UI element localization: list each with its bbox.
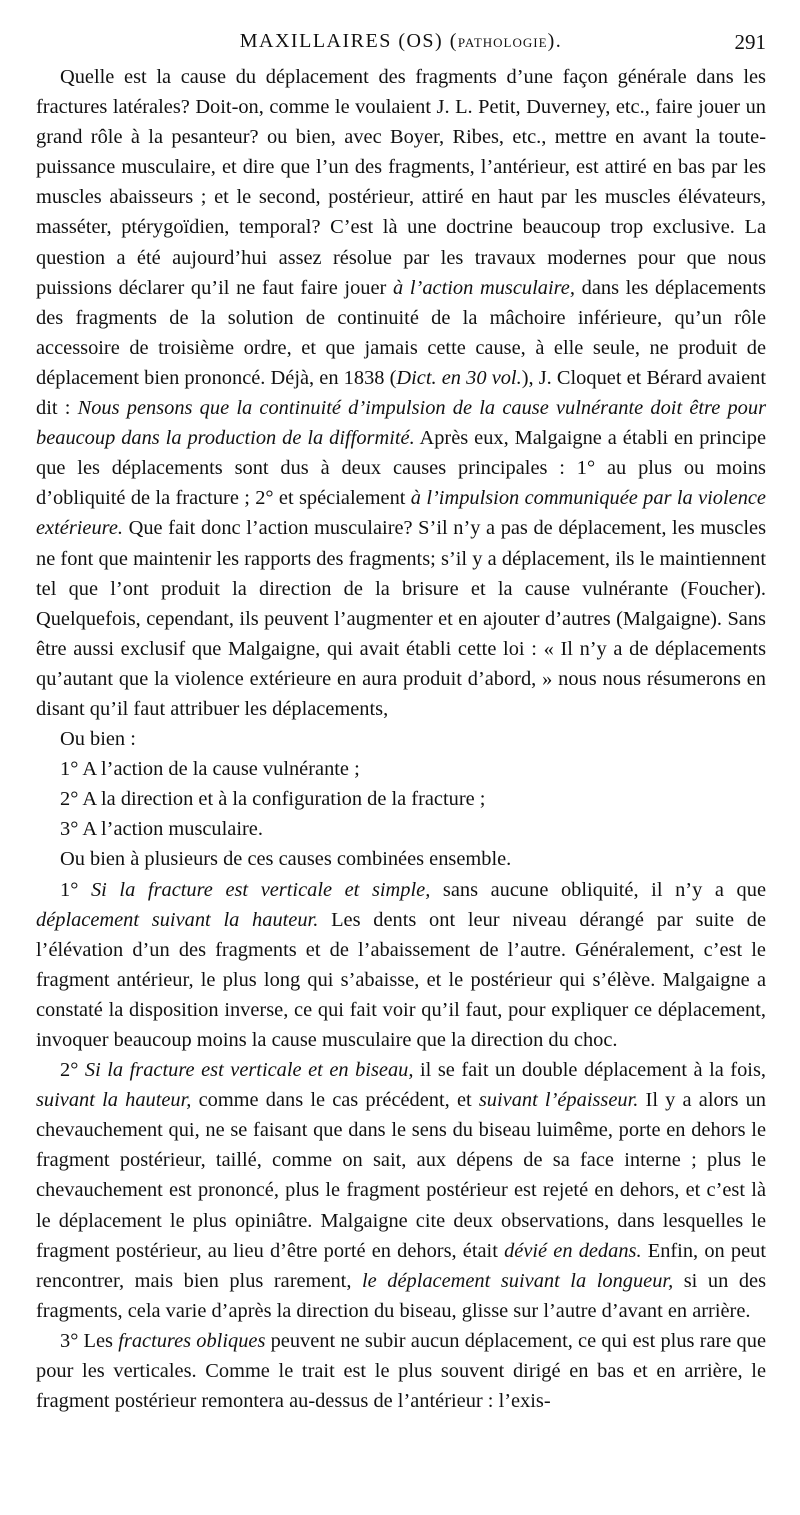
- title-main: MAXILLAIRES (OS) (: [239, 30, 458, 52]
- list-outro: Ou bien à plusieurs de ces causes combinées ensemble.: [60, 848, 512, 871]
- paragraph-causes: Quelle est la cause du déplacement des fragments d’une façon générale dans les fractures latérales? Doit-on, comme le voulaient J. L. Petit, Duverney, etc., faire jouer un grand rôle à la pesanteur? ou bien, avec Boyer, Ribes, etc., mettre en avant la toute-puissance musculaire, et dire que l’un des fragments, l’antérieur, est attiré en bas par les muscles abaisseurs ; et le second, postérieur, attiré en haut par les muscles élévateurs, masséter, ptérygoïdien, temporal? C’est là une doctrine beaucoup trop exclusive. La question a été aujourd’hui assez résolue par les travaux modernes pour que nous puissions déclarer qu’il ne faut faire jouer à l’action musculaire, dans les déplacements des fragments de la solution de continuité de la mâchoire inférieure, qu’un rôle accessoire de troisième ordre, et que jamais cette cause, à elle seule, ne produit de déplacement bien prononcé. Déjà, en 1838 (Dict. en 30 vol.), J. Cloquet et Bérard avaient dit : Nous pensons que la continuité d’impulsion de la cause vulnérante doit être pour beaucoup dans la production de la difformité. Après eux, Malgaigne a établi en principe que les déplacements sont dus à deux causes principales : 1° au plus ou moins d’obliquité de la fracture ; 2° et spécialement à l’impulsion communiquée par la violence extérieure. Que fait donc l’action musculaire? S’il n’y a pas de déplacement, les muscles ne font que maintenir les rapports des fragments; s’il y a déplacement, ils le maintiennent tel que l’ont produit la direction de la brisure et la cause vulnérante (Foucher). Quelquefois, cependant, ils peuvent l’augmenter et en ajouter d’autres (Malgaigne). Sans être aussi exclusif que Malgaigne, qui avait établi cette loi : « Il n’y a de déplacements qu’autant que la violence extérieure en aura produit d’abord, » nous nous résumerons en disant qu’il faut attribuer les déplacements,: [36, 66, 767, 720]
- list-item: 3° A l’action musculaire.: [60, 818, 263, 841]
- list-intro: Ou bien :: [60, 728, 136, 751]
- page-number: 291: [734, 30, 766, 54]
- paragraph-obliques: 3° Les fractures obliques peuvent ne subir aucun déplacement, ce qui est plus rare que pour les verticales. Comme le trait est le plus souvent dirigé en bas et en arrière, le fragment postérieur remontera au-dessus de l’antérieur : l’exis-: [36, 1329, 766, 1413]
- list-item: 1° A l’action de la cause vulnérante ;: [60, 758, 360, 781]
- paragraph-vertical-simple: 1° Si la fracture est verticale et simple, sans aucune obliquité, il n’y a que déplacement suivant la hauteur. Les dents ont leur niveau dérangé par suite de l’élévation d’un des fragments et de l’abaissement de l’autre. Généralement, c’est le fragment antérieur, le plus long qui s’abaisse, et le postérieur qui s’élève. Malgaigne a constaté la disposition inverse, ce qui fait voir qu’il faut, pour expliquer ce déplacement, invoquer beaucoup moins la cause musculaire que la direction du choc.: [36, 878, 766, 1051]
- body-text: [36, 62, 766, 1416]
- title-end: ).: [547, 30, 563, 52]
- paragraph-vertical-biseau: 2° Si la fracture est verticale et en biseau, il se fait un double déplacement à la fois, suivant la hauteur, comme dans le cas précédent, et suivant l’épaisseur. Il y a alors un chevauchement qui, ne se faisant que dans le sens du biseau luimême, porte en dehors le fragment postérieur, taillé, comme on sait, aux dépens de sa face interne ; plus le chevauchement est prononcé, plus le fragment postérieur est rejeté en dehors, et c’est là le déplacement le plus opiniâtre. Malgaigne cite deux observations, dans lesquelles le fragment postérieur, au lieu d’être porté en dehors, était dévié en dedans. Enfin, on peut rencontrer, mais bien plus rarement, le déplacement suivant la longueur, si un des fragments, cela varie d’après la direction du biseau, glisse sur l’autre d’avant en arrière.: [36, 1059, 767, 1322]
- running-title: [36, 30, 766, 53]
- running-header: [36, 30, 766, 58]
- title-small-caps: PATHOLOGIE: [457, 35, 548, 50]
- list-item: 2° A la direction et à la configuration de la fracture ;: [60, 788, 486, 811]
